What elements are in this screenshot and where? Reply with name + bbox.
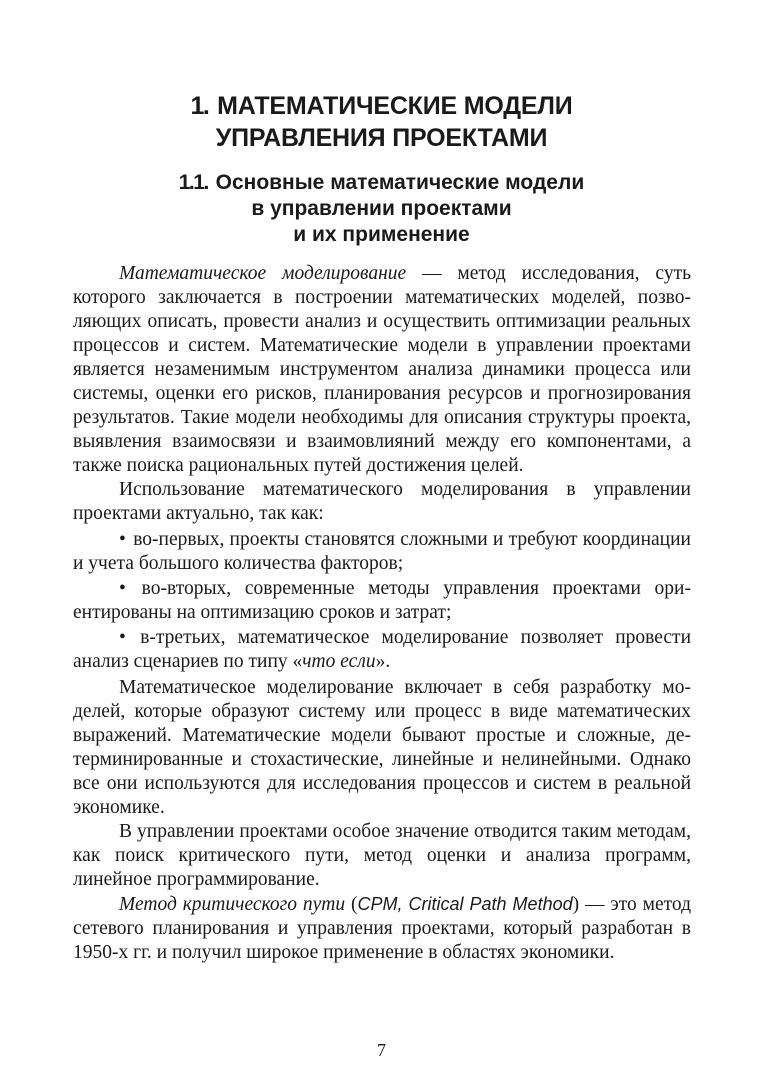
section-title-line-3: и их применение <box>293 223 470 246</box>
paragraph-3: Математическое моделирование включает в себя разработку моделей, которые образуют систему или процесс в виде математических выражений. Математические модели бывают простые и сложные, детерминированные и стохастические, линейные и нелинейными. Однако все они используются для исследования процессов и систем в реальной экономике. <box>73 677 691 818</box>
bullet-icon: • <box>119 529 126 550</box>
list-item <box>73 626 691 674</box>
list-item <box>73 577 691 625</box>
what-if-term: что если <box>302 651 376 672</box>
section-number: 1.1. <box>178 171 208 194</box>
term-critical-path-method: Метод критического пути <box>119 894 346 915</box>
body-text <box>73 262 691 965</box>
cpm-abbreviation: CPM, Critical Path Method <box>357 894 573 914</box>
list-item-text: во-вторых, современные методы управления проектами ориентированы на оптимизацию сроков и затрат; <box>73 578 691 623</box>
bullet-icon: • <box>119 578 126 599</box>
paragraph-1 <box>73 262 691 478</box>
section-title-text-1: Основные математические модели <box>215 171 585 194</box>
section-title-line-1 <box>0 170 763 196</box>
page-number: 7 <box>377 1040 386 1060</box>
chapter-title-line-2: УПРАВЛЕНИЯ ПРОЕКТАМИ <box>215 124 548 152</box>
paragraph-1-text: — метод исследования, суть которого заключается в построении математических моделей, позволяющих описать, провести анализ и осуществить оптимизации реальных процессов и систем. Математические модели в управлении проектами является незаменимым инструментом анализа динамики процесса или системы, оценки его рисков, планирования ресурсов и прогнозирования результатов. Такие модели необходимы для описания структуры проекта, выявления взаимосвязи и взаимовлияний между его компонентами, а также поиска рациональных путей достижения целей. <box>73 263 691 476</box>
paragraph-4: В управлении проектами особое значение отводится таким методам, как поиск критического пути, метод оценки и анализа программ, линейное программирование. <box>73 821 691 890</box>
paragraph-5-open: ( <box>345 894 358 915</box>
paragraph-5-text: ) — это метод сетевого планирования и управления проектами, который разработан в 1950-х гг. и получил широкое применение в областях экономики. <box>73 894 692 963</box>
chapter-title-text-1: МАТЕМАТИЧЕСКИЕ МОДЕЛИ <box>217 92 573 120</box>
bullet-icon: • <box>119 627 126 648</box>
chapter-heading <box>0 90 763 154</box>
list-item-text: во-первых, проекты становятся сложными и требуют координации и учета большого количества факторов; <box>73 529 691 574</box>
list-item <box>73 528 691 576</box>
paragraph-2: Использование математического моделирования в управлении проектами актуально, так как: <box>73 479 691 524</box>
list-item-text: в-третьих, математическое моделирование позволяет провести анализ сценариев по типу « <box>73 627 692 672</box>
section-heading <box>0 170 763 248</box>
section-title-line-2: в управлении проектами <box>251 197 512 220</box>
chapter-number: 1. <box>190 92 209 120</box>
list-item-end: ». <box>375 651 391 672</box>
paragraph-5 <box>73 892 691 965</box>
term-mathematical-modeling: Математическое моделирование <box>119 263 407 284</box>
chapter-title-line-1 <box>0 90 763 122</box>
